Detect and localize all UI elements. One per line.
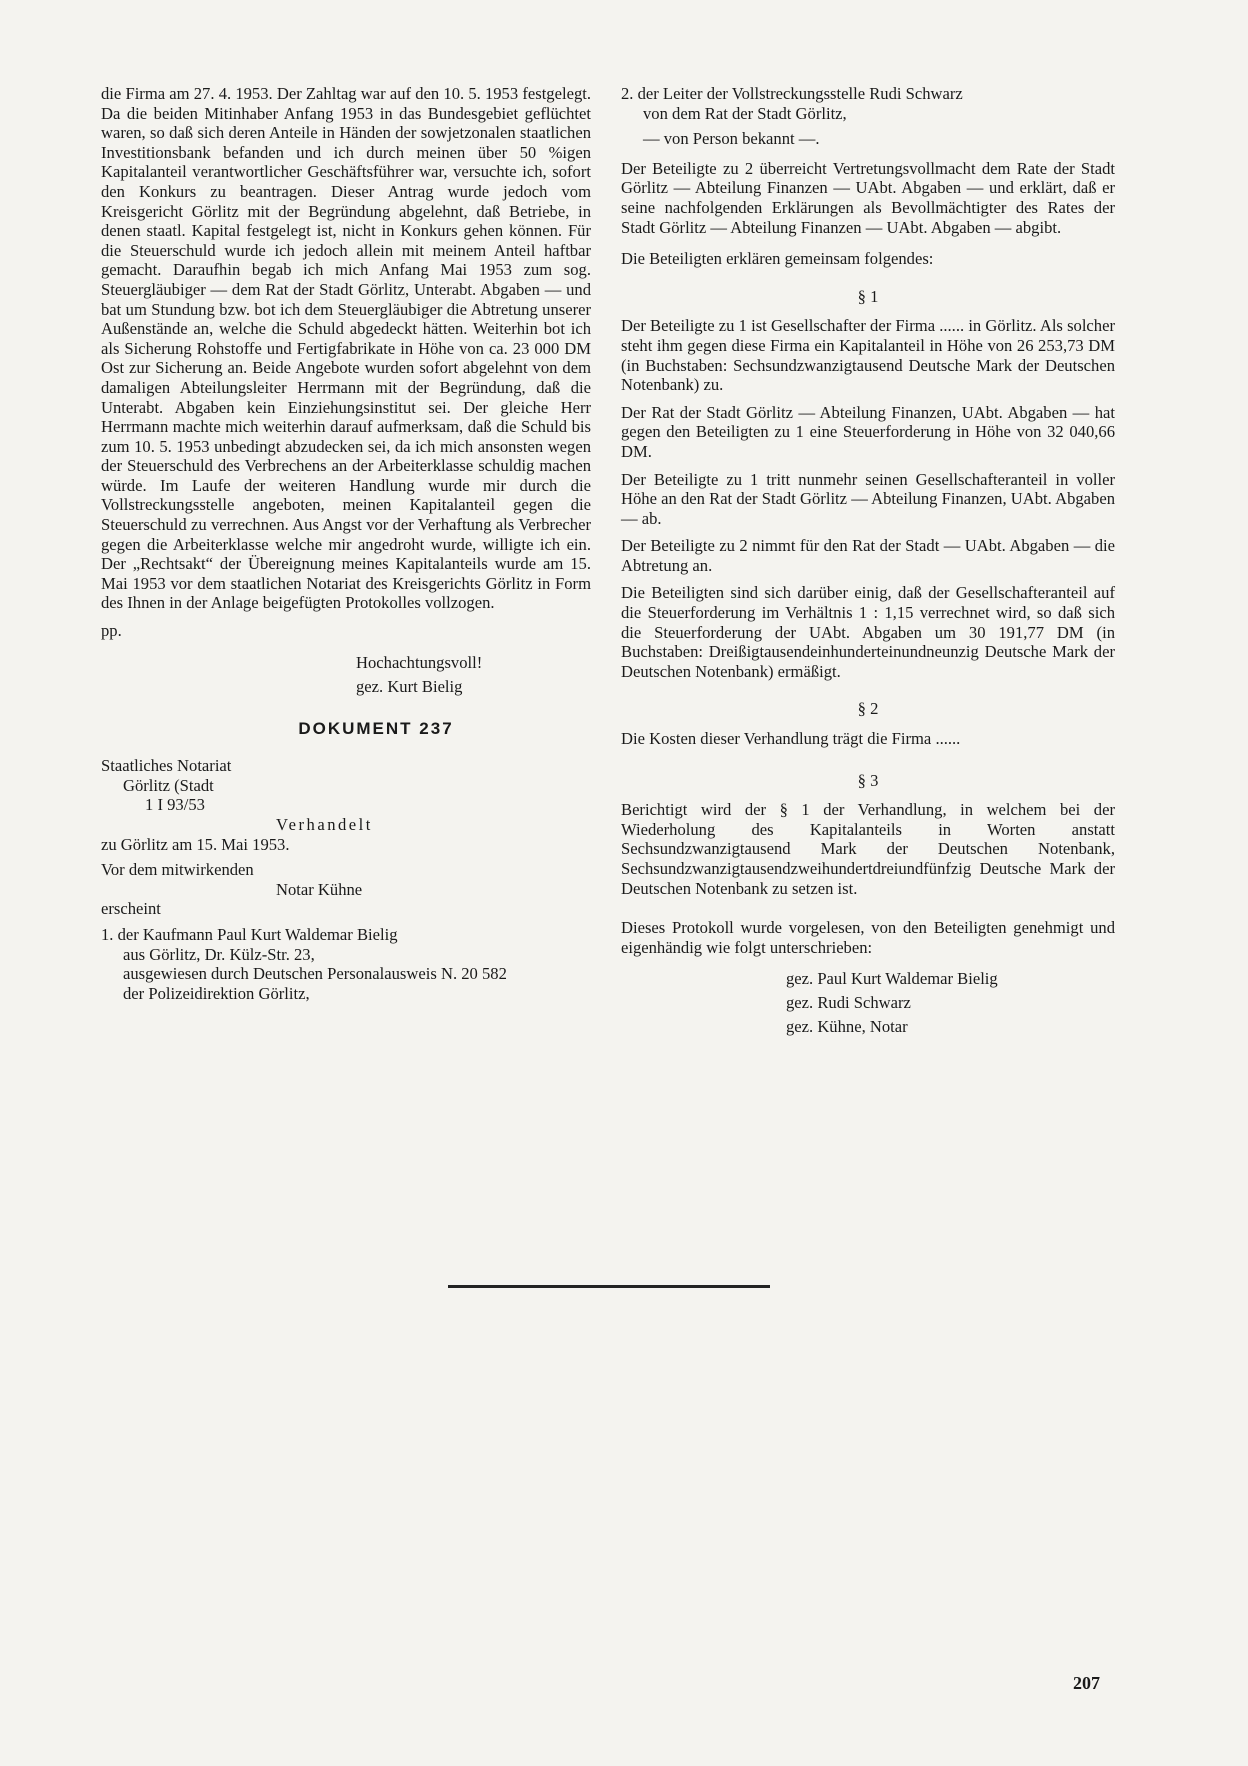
- section-1-mark: § 1: [857, 286, 879, 306]
- before-line: Vor dem mitwirkenden: [101, 860, 254, 880]
- section-2-paragraph: Die Kosten dieser Verhandlung trägt die Firma ......: [621, 729, 961, 749]
- document-heading: DOKUMENT 237: [298, 718, 454, 738]
- section-2-mark: § 2: [857, 699, 879, 719]
- party-2-line-2: von dem Rat der Stadt Görlitz,: [643, 103, 847, 123]
- office-line-1: Staatliches Notariat: [101, 756, 232, 776]
- section-1-paragraph-2: Der Rat der Stadt Görlitz — Abteilung Finanzen, UAbt. Abgaben — hat gegen den Beteiligten zu 1 eine Steuerforderung in Höhe von 32 040,66 DM.: [621, 402, 1115, 461]
- section-3-paragraph: Berichtigt wird der § 1 der Verhandlung, in welchem bei der Wiederholung des Kapitalanteils in Worten anstatt Sechsundzwanzigtausend Mark der Deutschen Notenbank, Sechsundzwanzigtausendzweihundertdreiundfünfzig Deutsche Mark der Deutschen Notenbank zu setzen ist.: [621, 800, 1115, 898]
- power-of-attorney-paragraph: Der Beteiligte zu 2 überreicht Vertretungsvollmacht dem Rate der Stadt Görlitz — Abteilung Finanzen — UAbt. Abgaben — und erklärt, daß er seine nachfolgenden Erklärungen als Bevollmächtigter des Rates der Stadt Görlitz — Abteilung Finanzen — UAbt. Abgaben — abgibt.: [621, 158, 1115, 237]
- place-date: zu Görlitz am 15. Mai 1953.: [101, 834, 290, 854]
- party-1-line-4: der Polizeidirektion Görlitz,: [123, 983, 310, 1003]
- section-1-paragraph-3: Der Beteiligte zu 1 tritt nunmehr seinen Gesellschafteranteil in voller Höhe an den Rat der Stadt Görlitz — Abteilung Finanzen, UAbt. Abgaben — ab.: [621, 469, 1115, 528]
- file-number: 1 I 93/53: [145, 795, 205, 815]
- right-column: [621, 84, 1115, 1039]
- section-1-paragraph-4: Der Beteiligte zu 2 nimmt für den Rat der Stadt — UAbt. Abgaben — die Abtretung an.: [621, 536, 1115, 575]
- signature-schwarz: gez. Rudi Schwarz: [786, 993, 911, 1013]
- closing-salutation: Hochachtungsvoll!: [356, 652, 483, 672]
- notary-name: Notar Kühne: [276, 879, 363, 899]
- party-1-line-1: 1. der Kaufmann Paul Kurt Waldemar Bielig: [101, 924, 398, 944]
- party-1-line-3: ausgewiesen durch Deutschen Personalausweis N. 20 582: [123, 964, 507, 984]
- known-person: — von Person bekannt —.: [643, 129, 820, 149]
- letter-body: die Firma am 27. 4. 1953. Der Zahltag war auf den 10. 5. 1953 festgelegt. Da die beiden Mitinhaber Anfang 1953 in das Bundesgebiet geflüchtet waren, so daß sich deren Anteile in Händen der sowjetzonalen staatlichen Investitionsbank befanden und ich durch meinen über 50 %igen Kapitalanteil verantwortlicher Geschäftsführer war, versuchte ich, sofort den Konkurs zu beantragen. Dieser Antrag wurde jedoch vom Kreisgericht Görlitz mit der Begründung abgelehnt, daß Betriebe, in denen staatl. Kapital festgelegt ist, nicht in Konkurs gehen können. Für die Steuerschuld wurde ich jedoch allein mit meinem Anteil haftbar gemacht. Daraufhin begab ich mich Anfang Mai 1953 zum sog. Steuergläubiger — dem Rat der Stadt Görlitz, Unterabt. Abgaben — und bat um Stundung bzw. bot ich dem Steuergläubiger die Abtretung unserer Außenstände an, welche die Schuld abgedeckt hätten. Weiterhin bot ich als Sicherung Rohstoffe und Fertigfabrikate in Höhe von ca. 23 000 DM Ost zur Sicherung an. Beide Angebote wurden sofort abgelehnt von dem damaligen Abteilungsleiter Herrmann mit der Begründung, daß die Unterabt. Abgaben kein Einziehungsinstitut sei. Der gleiche Herr Herrmann machte mich weiterhin darauf aufmerksam, daß die Schuld bis zum 10. 5. 1953 unbedingt abzudecken sei, da ich mich ansonsten wegen der Steuerschuld des Verbrechens an der Arbeiterklasse schuldig machen würde. Im Laufe der weiteren Handlung wurde mir durch die Vollstreckungsstelle angeboten, meinen Kapitalanteil gegen die Steuerschuld zu verrechnen. Aus Angst vor der Verhaftung als Verbrecher gegen die Arbeiterklasse welche mir angedroht wurde, willigte ich ein. Der „Rechtsakt“ der Übereignung meines Kapitalanteils wurde am 15. Mai 1953 vor dem staatlichen Notariat des Kreisgerichts Görlitz in Form des Ihnen in der Anlage beigefügten Protokolles vollzogen.: [101, 84, 591, 613]
- verhandelt-title: Verhandelt: [276, 815, 373, 834]
- joint-declaration: Die Beteiligten erklären gemeinsam folgendes:: [621, 249, 934, 269]
- section-3-mark: § 3: [857, 770, 879, 790]
- section-1-paragraph-1: Der Beteiligte zu 1 ist Gesellschafter der Firma ...... in Görlitz. Als solcher steht ihm gegen diese Firma ein Kapitalanteil in Höhe von 26 253,73 DM (in Buchstaben: Sechsundzwanzigtausend Deutsche Mark der Deutschen Notenbank) zu.: [621, 316, 1115, 395]
- signature-kuehne: gez. Kühne, Notar: [786, 1017, 908, 1037]
- horizontal-rule: [448, 1285, 770, 1288]
- section-1-paragraph-5: Die Beteiligten sind sich darüber einig, daß der Gesellschafteranteil auf die Steuerforderung im Verhältnis 1 : 1,15 verrechnet wird, so daß sich die Steuerforderung der UAbt. Abgaben um 30 191,77 DM (in Buchstaben: Dreißigtausendeinhunderteinundneunzig Deutsche Mark der Deutschen Notenbank) ermäßigt.: [621, 583, 1115, 681]
- page-number: 207: [1073, 1673, 1100, 1693]
- left-column: [101, 84, 591, 1003]
- party-2-line-1: 2. der Leiter der Vollstreckungsstelle Rudi Schwarz: [621, 84, 963, 103]
- appears-line: erscheint: [101, 899, 161, 919]
- letter-signature: gez. Kurt Bielig: [356, 676, 463, 696]
- office-line-2: Görlitz (Stadt: [123, 775, 214, 795]
- pp-note: pp.: [101, 621, 122, 641]
- signature-bielig: gez. Paul Kurt Waldemar Bielig: [786, 969, 998, 989]
- protocol-paragraph: Dieses Protokoll wurde vorgelesen, von den Beteiligten genehmigt und eigenhändig wie folgt unterschrieben:: [621, 918, 1115, 957]
- party-1-line-2: aus Görlitz, Dr. Külz-Str. 23,: [123, 944, 315, 964]
